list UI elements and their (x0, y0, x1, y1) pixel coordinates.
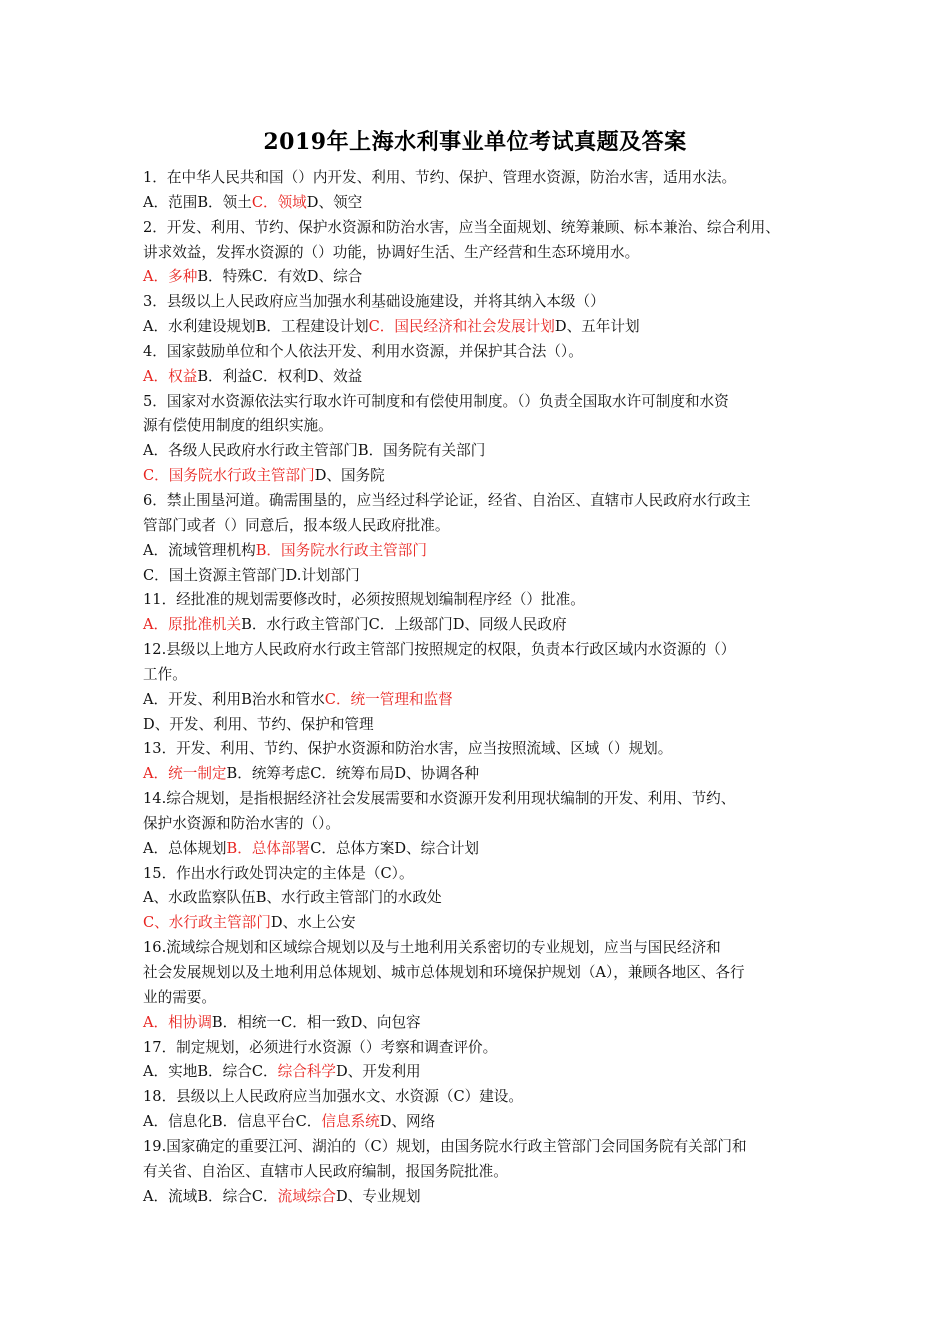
text-line (143, 936, 823, 961)
question-text: 2．开发、利用、节约、保护水资源和防治水害，应当全面规划、统筹兼顾、标本兼治、综合利用、 (143, 218, 780, 236)
text-line (143, 539, 823, 564)
question-text: B．水行政主管部门C．上级部门D、同级人民政府 (241, 616, 567, 634)
question-text: C．总体方案D、综合计划 (310, 839, 480, 857)
question-text: 讲求效益，发挥水资源的（）功能，协调好生活、生产经营和生态环境用水。 (143, 243, 640, 261)
question-text: 16.流域综合规划和区域综合规划以及与土地利用关系密切的专业规划，应当与国民经济和 (143, 939, 721, 957)
document-title: 2019年上海水利事业单位考试真题及答案 (263, 129, 687, 155)
document-body (143, 166, 823, 1209)
answer-text: C．国务院水行政主管部门 (143, 467, 315, 485)
answer-text: B．总体部署 (226, 839, 311, 857)
answer-text: B．国务院水行政主管部门 (255, 541, 427, 559)
text-line (143, 514, 823, 539)
question-text: 5．国家对水资源依法实行取水许可制度和有偿使用制度。（）负责全国取水许可制度和水资 (143, 392, 729, 410)
text-line (143, 1185, 823, 1210)
question-text: A．水利建设规划B．工程建设计划 (143, 318, 369, 336)
question-text: D、领空 (306, 193, 363, 211)
question-text: A．实地B．综合C． (143, 1063, 278, 1081)
text-line (143, 265, 823, 290)
text-line (143, 961, 823, 986)
text-line (143, 1036, 823, 1061)
text-line (143, 663, 823, 688)
answer-text: C．统一管理和监督 (324, 690, 453, 708)
question-text: B．相统一C．相一致D、向包容 (211, 1013, 421, 1031)
text-line (143, 613, 823, 638)
text-line (143, 290, 823, 315)
text-line (143, 588, 823, 613)
text-line (143, 638, 823, 663)
question-text: A．信息化B．信息平台C． (143, 1113, 322, 1131)
question-text: 18．县级以上人民政府应当加强水文、水资源（C）建设。 (143, 1088, 523, 1106)
answer-text: C．国民经济和社会发展计划 (368, 318, 555, 336)
answer-text: C．领域 (251, 193, 307, 211)
text-line (143, 489, 823, 514)
text-line (143, 216, 823, 241)
text-line (143, 439, 823, 464)
question-text: A．总体规划 (143, 839, 227, 857)
answer-text: A．多种 (143, 268, 198, 286)
answer-text: 信息系统 (321, 1113, 380, 1131)
question-text: 保护水资源和防治水害的（）。 (143, 814, 341, 832)
text-line (143, 1110, 823, 1135)
text-line (143, 1060, 823, 1085)
question-text: D、网络 (379, 1113, 436, 1131)
question-text: C．国土资源主管部门D.计划部门 (143, 566, 360, 584)
question-text: 15．作出水行政处罚决定的主体是（C）。 (143, 864, 414, 882)
text-line (143, 191, 823, 216)
text-line (143, 911, 823, 936)
answer-text: A．原批准机关 (143, 616, 242, 634)
text-line (143, 166, 823, 191)
text-line (143, 1085, 823, 1110)
question-text: 管部门或者（）同意后，报本级人民政府批准。 (143, 516, 450, 534)
question-text: A．各级人民政府水行政主管部门B．国务院有关部门 (143, 442, 486, 460)
question-text: D、开发、利用、节约、保护和管理 (143, 715, 374, 733)
question-text: B．特殊C．有效D、综合 (197, 268, 363, 286)
text-line (143, 1160, 823, 1185)
text-line (143, 812, 823, 837)
question-text: 3．县级以上人民政府应当加强水利基础设施建设，并将其纳入本级（） (143, 293, 605, 311)
question-text: 12.县级以上地方人民政府水行政主管部门按照规定的权限，负责本行政区域内水资源的（） (143, 641, 736, 659)
text-line (143, 1011, 823, 1036)
text-line (143, 688, 823, 713)
text-line (143, 340, 823, 365)
text-line (143, 1135, 823, 1160)
text-line (143, 390, 823, 415)
answer-text: 流域综合 (277, 1187, 336, 1205)
text-line (143, 241, 823, 266)
answer-text: C、水行政主管部门 (143, 914, 271, 932)
question-text: 17．制定规划，必须进行水资源（）考察和调查评价。 (143, 1038, 498, 1056)
question-text: 业的需要。 (143, 988, 216, 1006)
text-line (143, 713, 823, 738)
question-text: 14.综合规划，是指根据经济社会发展需要和水资源开发利用现状编制的开发、利用、节约、 (143, 790, 736, 808)
text-line (143, 315, 823, 340)
question-text: 19.国家确定的重要江河、湖泊的（C）规划，由国务院水行政主管部门会同国务院有关部门和 (143, 1137, 747, 1155)
text-line (143, 986, 823, 1011)
answer-text: A．相协调 (143, 1013, 212, 1031)
question-text: A．开发、利用B治水和管水 (143, 690, 325, 708)
question-text: D、水上公安 (270, 914, 356, 932)
question-text: D、开发利用 (335, 1063, 421, 1081)
answer-text: A．统一制定 (143, 765, 227, 783)
text-line (143, 414, 823, 439)
question-text: 11．经批准的规划需要修改时，必须按照规划编制程序经（）批准。 (143, 591, 585, 609)
question-text: A、水政监察队伍B、水行政主管部门的水政处 (143, 889, 442, 907)
question-text: 6．禁止围垦河道。确需围垦的，应当经过科学论证，经省、自治区、直辖市人民政府水行政主 (143, 491, 751, 509)
question-text: A．流域B．综合C． (143, 1187, 278, 1205)
text-line (143, 762, 823, 787)
question-text: D、国务院 (314, 467, 385, 485)
question-text: 1．在中华人民共和国（）内开发、利用、节约、保护、管理水资源，防治水害，适用水法。 (143, 169, 737, 186)
text-line (143, 787, 823, 812)
question-text: 13．开发、利用、节约、保护水资源和防治水害，应当按照流域、区域（）规划。 (143, 740, 673, 758)
question-text: 有关省、自治区、直辖市人民政府编制，报国务院批准。 (143, 1162, 508, 1180)
text-line (143, 886, 823, 911)
question-text: 源有偿使用制度的组织实施。 (143, 417, 333, 435)
question-text: 4．国家鼓励单位和个人依法开发、利用水资源，并保护其合法（）。 (143, 342, 583, 360)
question-text: D、五年计划 (554, 318, 640, 336)
question-text: D、专业规划 (335, 1187, 421, 1205)
answer-text: 综合科学 (277, 1063, 336, 1081)
question-text: 工作。 (143, 665, 187, 683)
question-text: A．流域管理机构 (143, 541, 256, 559)
answer-text: A．权益 (143, 367, 198, 385)
text-line (143, 737, 823, 762)
text-line (143, 564, 823, 589)
question-text: B．统筹考虑C．统筹布局D、协调各种 (226, 765, 480, 783)
text-line (143, 365, 823, 390)
text-line (143, 837, 823, 862)
text-line (143, 464, 823, 489)
question-text: 社会发展规划以及土地利用总体规划、城市总体规划和环境保护规划（A），兼顾各地区、各行 (143, 964, 745, 981)
question-text: A．范围B．领土 (143, 193, 252, 211)
text-line (143, 862, 823, 887)
question-text: B．利益C．权利D、效益 (197, 367, 363, 385)
